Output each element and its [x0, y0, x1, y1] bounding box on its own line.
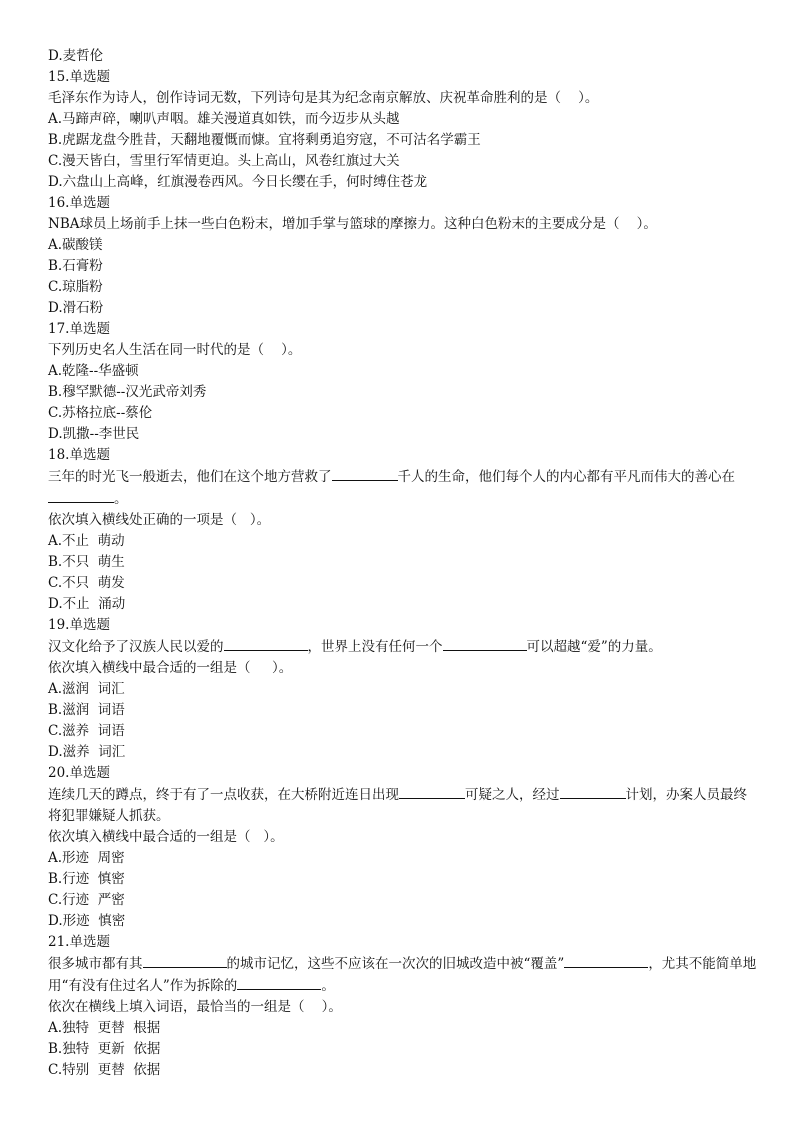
question-18-number: 18.单选题: [48, 447, 110, 463]
question-15-stem: 毛泽东作为诗人，创作诗词无数，下列诗句是其为纪念南京解放、庆祝革命胜利的是（ ）。: [48, 90, 599, 106]
option-line: D.形迹 慎密: [48, 913, 126, 929]
option-line: D.滋养 词汇: [48, 744, 126, 760]
stem-text: 很多城市都有其: [48, 956, 143, 972]
option-line: B.滋润 词语: [48, 702, 125, 718]
option-line: C.苏格拉底--蔡伦: [48, 405, 153, 421]
question-18-prompt: 依次填入横线处正确的一项是（ ）。: [48, 512, 271, 528]
question-16-number: 16.单选题: [48, 195, 110, 211]
question-19-prompt: 依次填入横线中最合适的一组是（ ）。: [48, 660, 293, 676]
option-line: B.石膏粉: [48, 258, 103, 274]
stem-text: 的城市记忆，这些不应该在一次次的旧城改造中被“覆盖”: [226, 956, 565, 972]
option-line: A.乾隆--华盛顿: [48, 363, 139, 379]
question-18-stem: [48, 466, 758, 510]
option-line: A.马蹄声碎，喇叭声咽。雄关漫道真如铁，而今迈步从头越: [48, 111, 400, 127]
question-20-prompt: 依次填入横线中最合适的一组是（ ）。: [48, 829, 284, 845]
option-line: A.独特 更替 根据: [48, 1020, 161, 1036]
option-line: A.碳酸镁: [48, 237, 103, 253]
question-21-prompt: 依次在横线上填入词语，最恰当的一组是（ ）。: [48, 999, 342, 1015]
option-line: C.特别 更替 依据: [48, 1062, 161, 1078]
question-20-stem: [48, 784, 758, 827]
option-line: B.独特 更新 依据: [48, 1041, 161, 1057]
option-line: B.不只 萌生: [48, 554, 125, 570]
fill-blank: [224, 636, 308, 651]
fill-blank: [143, 953, 227, 968]
question-17-stem: 下列历史名人生活在同一时代的是（ ）。: [48, 342, 302, 358]
option-line: D.滑石粉: [48, 300, 104, 316]
fill-blank: [560, 784, 626, 799]
question-21-number: 21.单选题: [48, 934, 110, 950]
fill-blank: [564, 953, 648, 968]
stem-text: 。: [114, 491, 128, 507]
exam-document: [48, 46, 758, 1081]
option-line: A.滋润 词汇: [48, 681, 125, 697]
option-line: C.滋养 词语: [48, 723, 125, 739]
stem-text: ，世界上没有任何一个: [307, 639, 443, 655]
fill-blank: [443, 636, 527, 651]
question-16-stem: NBA球员上场前手上抹一些白色粉末，增加手掌与篮球的摩擦力。这种白色粉末的主要成分是（ ）。: [48, 216, 657, 232]
stem-text: 。: [321, 978, 335, 994]
option-line: B.穆罕默德--汉光武帝刘秀: [48, 384, 207, 400]
option-line: C.漫天皆白，雪里行军情更迫。头上高山，风卷红旗过大关: [48, 153, 400, 169]
fill-blank: [332, 466, 398, 481]
question-19-stem: [48, 636, 758, 658]
stem-text: 汉文化给予了汉族人民以爱的: [48, 639, 224, 655]
stem-text: ，尤其不能简单地用“有没有住过名人”作为拆除的: [48, 956, 757, 994]
option-line: B.行迹 慎密: [48, 871, 125, 887]
question-19-number: 19.单选题: [48, 617, 110, 633]
option-line: D.六盘山上高峰，红旗漫卷西风。今日长缨在手，何时缚住苍龙: [48, 174, 428, 190]
option-line: C.行迹 严密: [48, 892, 125, 908]
option-line: A.形迹 周密: [48, 850, 125, 866]
fill-blank: [399, 784, 465, 799]
stem-text: 计划，办案人员最终将犯罪嫌疑人抓获。: [48, 787, 747, 824]
option-line: D.凯撒--李世民: [48, 426, 140, 442]
stem-text: 可疑之人，经过: [465, 787, 560, 803]
option-line: C.琼脂粉: [48, 279, 103, 295]
question-21-stem: [48, 953, 758, 997]
option-line: C.不只 萌发: [48, 575, 125, 591]
fill-blank: [237, 975, 321, 990]
question-15-number: 15.单选题: [48, 69, 110, 85]
option-line: B.虎踞龙盘今胜昔，天翻地覆慨而慷。宜将剩勇追穷寇，不可沽名学霸王: [48, 132, 481, 148]
option-line: D.不止 涌动: [48, 596, 126, 612]
fill-blank: [48, 488, 114, 503]
stem-text: 千人的生命，他们每个人的内心都有平凡而伟大的善心在: [397, 469, 735, 485]
option-line: A.不止 萌动: [48, 533, 125, 549]
stem-text: 可以超越“爱”的力量。: [526, 639, 662, 655]
option-line: D.麦哲伦: [48, 48, 104, 64]
stem-text: 三年的时光飞一般逝去，他们在这个地方营救了: [48, 469, 332, 485]
question-20-number: 20.单选题: [48, 765, 110, 781]
stem-text: 连续几天的蹲点，终于有了一点收获，在大桥附近连日出现: [48, 787, 399, 803]
question-17-number: 17.单选题: [48, 321, 110, 337]
